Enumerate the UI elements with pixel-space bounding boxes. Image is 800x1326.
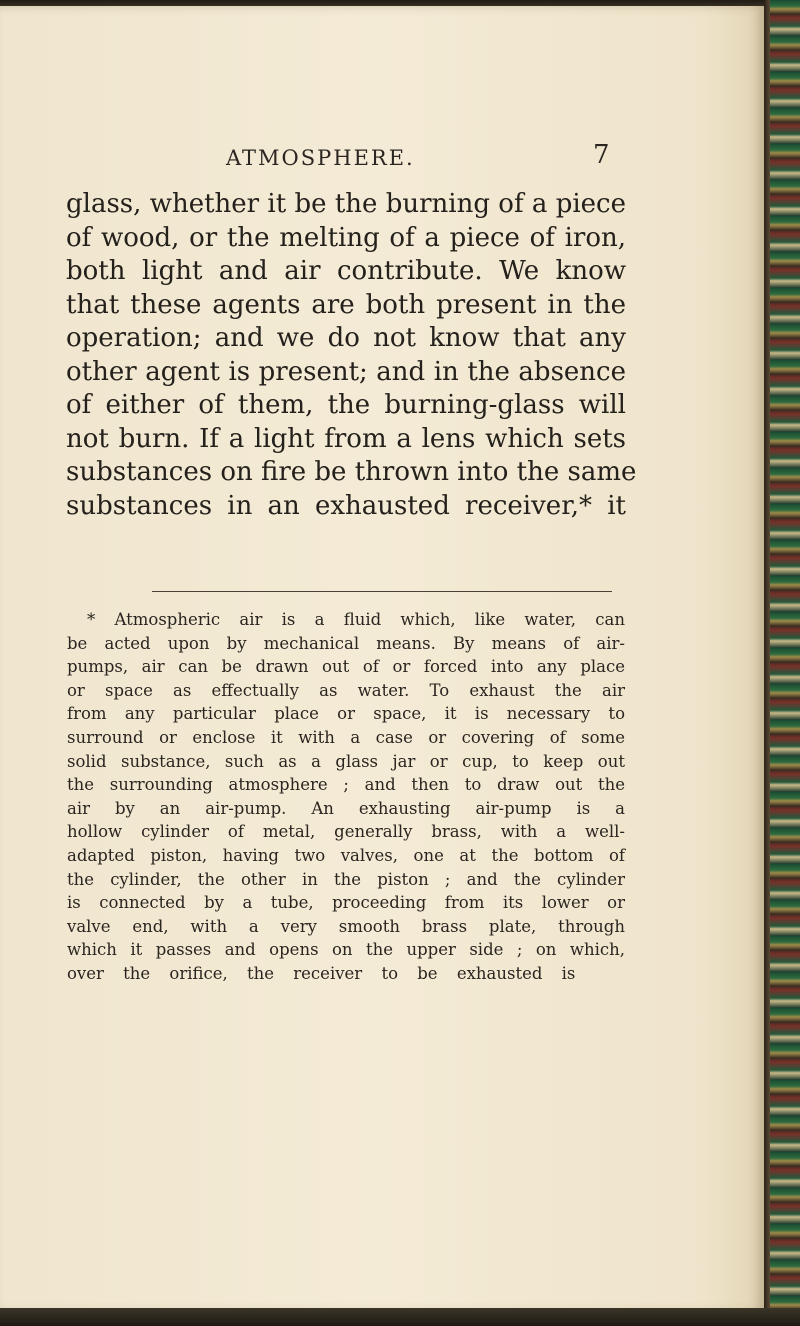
body-line: substances on fire be thrown into the same [66,457,637,487]
body-line: glass, whether it be the burning of a piece [66,189,626,219]
footnote-line: surround or enclose it with a case or covering of some [67,727,625,747]
footnote-line: be acted upon by mechanical means. By means of air- [67,633,625,653]
footnote-line: adapted piston, having two valves, one at the bottom of [67,845,625,865]
body-line: both light and air contribute. We know [66,256,626,286]
footnote [67,608,625,986]
footnote-line: solid substance, such as a glass jar or cup, to keep out [67,751,625,771]
footnote-line: over the orifice, the receiver to be exhausted is [67,963,576,983]
body-line: operation; and we do not know that any [66,323,626,353]
footnote-line: is connected by a tube, proceeding from its lower or [67,893,625,913]
footnote-line: the surrounding atmosphere ; and then to draw out the [67,775,625,795]
footnote-line: hollow cylinder of metal, generally brass, with a well- [67,822,625,842]
body-line: other agent is present; and in the absence [66,356,626,387]
book-fore-edge [764,0,800,1326]
body-line: of either of them, the burning-glass will [66,390,626,420]
running-head: ATMOSPHERE. [226,146,415,170]
body-line: not burn. If a light from a lens which sets [66,423,626,454]
footnote-line: the cylinder, the other in the piston ; and the cylinder [67,869,625,889]
body-paragraph [66,188,637,523]
footnote-line: or space as effectually as water. To exhaust the air [67,680,625,700]
body-line: substances in an exhausted receiver,* it [66,490,626,521]
footnote-line: from any particular place or space, it is necessary to [67,704,625,724]
footnote-rule [152,591,612,592]
footnote-line: pumps, air can be drawn out of or forced into any place [67,657,625,677]
page-number: 7 [593,140,610,170]
body-line: of wood, or the melting of a piece of iron, [66,222,626,253]
footnote-line: valve end, with a very smooth brass plate, through [67,916,625,936]
body-line: that these agents are both present in the [66,289,626,320]
bottom-edge [0,1308,800,1326]
footnote-line: air by an air-pump. An exhausting air-pump is a [67,798,625,818]
footnote-line: which it passes and opens on the upper side ; on which, [67,940,625,960]
footnote-line: * Atmospheric air is a fluid which, like water, can [87,610,625,629]
